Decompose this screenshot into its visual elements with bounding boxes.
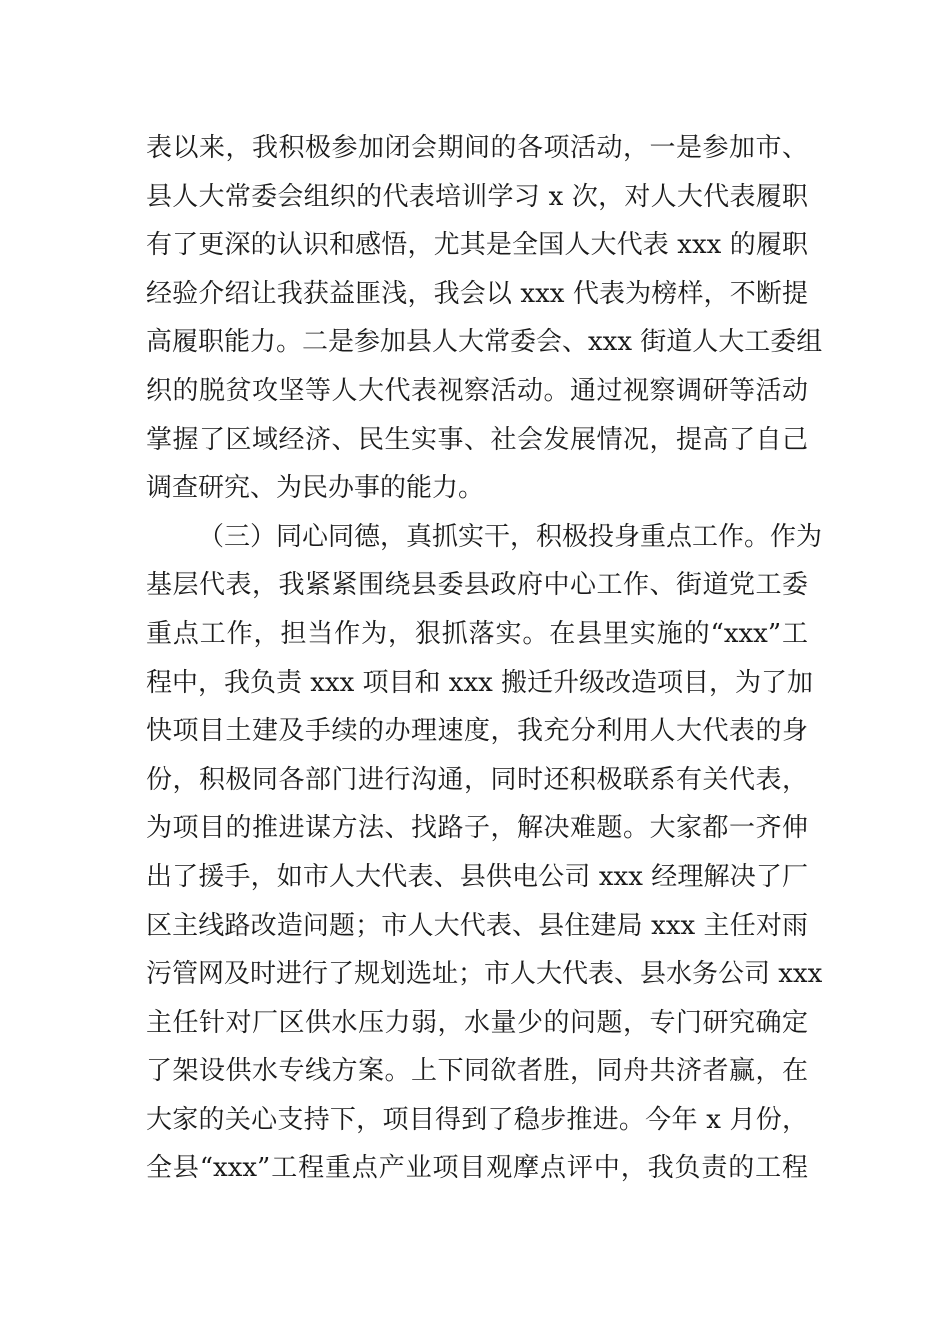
text-line: 全县“xxx”工程重点产业项目观摩点评中，我负责的工程 (146, 1153, 808, 1184)
text-line: 污管网及时进行了规划选址；市人大代表、县水务公司 xxx (146, 959, 823, 990)
text-line: 程中，我负责 xxx 项目和 xxx 搬迁升级改造项目，为了加 (146, 667, 814, 698)
text-line: 基层代表，我紧紧围绕县委县政府中心工作、街道党工委 (146, 570, 808, 601)
text-line: 为项目的推进谋方法、找路子，解决难题。大家都一齐伸 (146, 813, 808, 844)
text-line: 重点工作，担当作为，狠抓落实。在县里实施的“xxx”工 (146, 618, 808, 649)
text-line: 调查研究、为民办事的能力。 (146, 473, 485, 504)
text-line: 经验介绍让我获益匪浅，我会以 xxx 代表为榜样，不断提 (146, 278, 808, 309)
text-line: 快项目土建及手续的办理速度，我充分利用人大代表的身 (146, 716, 808, 747)
body-text (146, 124, 823, 1193)
text-line: 份，积极同各部门进行沟通，同时还积极联系有关代表， (146, 764, 808, 795)
text-line: 织的脱贫攻坚等人大代表视察活动。通过视察调研等活动 (146, 375, 808, 406)
text-line: 出了援手，如市人大代表、县供电公司 xxx 经理解决了厂 (146, 861, 808, 892)
text-line: 高履职能力。二是参加县人大常委会、xxx 街道人大工委组 (146, 327, 823, 358)
text-line: 县人大常委会组织的代表培训学习 x 次，对人大代表履职 (146, 181, 808, 212)
paragraph-heading-line: （三）同心同德，真抓实干，积极投身重点工作。作为 (198, 521, 823, 552)
text-line: 大家的关心支持下，项目得到了稳步推进。今年 x 月份， (146, 1104, 808, 1135)
text-line: 区主线路改造问题；市人大代表、县住建局 xxx 主任对雨 (146, 910, 808, 941)
text-line: 掌握了区域经济、民生实事、社会发展情况，提高了自己 (146, 424, 808, 455)
text-line: 主任针对厂区供水压力弱，水量少的问题，专门研究确定 (146, 1007, 808, 1038)
text-line: 表以来，我积极参加闭会期间的各项活动，一是参加市、 (146, 133, 808, 163)
text-line: 了架设供水专线方案。上下同欲者胜，同舟共济者赢，在 (146, 1056, 808, 1087)
text-line: 有了更深的认识和感悟，尤其是全国人大代表 xxx 的履职 (146, 230, 808, 261)
